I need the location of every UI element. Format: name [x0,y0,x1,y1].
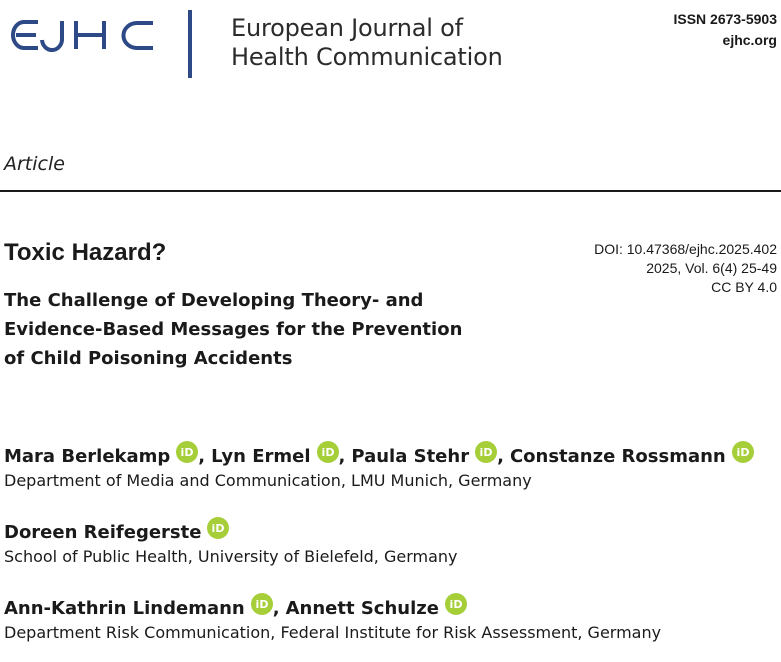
orcid-icon[interactable] [176,441,198,463]
author-name[interactable]: Mara Berlekamp [4,446,171,467]
journal-name-line1: European Journal of [231,14,463,42]
header-rule [0,190,781,192]
issn: ISSN 2673-5903 [673,11,777,27]
author-group [4,598,661,642]
article-meta [594,240,777,297]
author-name[interactable]: Doreen Reifegerste [4,522,202,543]
affiliation: School of Public Health, University of Bielefeld, Germany [4,547,458,566]
authors-line: Ann-Kathrin Lindemann iD , Annett Schulze iD [4,598,661,619]
doi-link[interactable]: DOI: 10.47368/ejhc.2025.402 [594,241,777,257]
svg-text:iD: iD [180,445,194,459]
affiliation: Department of Media and Communication, LMU Munich, Germany [4,471,532,490]
authors-line: Mara Berlekamp iD , Lyn Ermel iD , Paula Stehr iD , Constanze Rossmann iD [4,446,754,467]
journal-name-line2: Health Communication [231,43,503,71]
volume-info: 2025, Vol. 6(4) 25-49 [646,260,777,276]
article-title: Toxic Hazard? [4,239,167,266]
orcid-icon[interactable] [207,517,229,539]
author-name[interactable]: Annett Schulze [285,598,439,619]
svg-text:iD: iD [449,597,463,611]
author-name[interactable]: Paula Stehr [351,446,470,467]
svg-text:iD: iD [479,445,493,459]
svg-text:iD: iD [255,597,269,611]
affiliation: Department Risk Communication, Federal Institute for Risk Assessment, Germany [4,623,662,642]
subtitle-line: of Child Poisoning Accidents [4,348,293,369]
author-name[interactable]: Lyn Ermel [211,446,311,467]
svg-text:iD: iD [736,445,750,459]
ejhc-logo [10,18,156,52]
orcid-icon[interactable] [475,441,497,463]
issn-block [673,9,777,51]
journal-name [231,14,503,72]
header-divider [188,10,192,78]
journal-site-link[interactable]: ejhc.org [722,32,777,48]
svg-text:iD: iD [212,521,225,535]
author-name[interactable]: Ann-Kathrin Lindemann [4,598,245,619]
orcid-icon[interactable] [732,441,754,463]
orcid-icon[interactable] [251,593,273,615]
orcid-icon[interactable] [445,593,467,615]
license-link[interactable]: CC BY 4.0 [711,279,777,295]
orcid-icon[interactable] [317,441,339,463]
subtitle-line: Evidence-Based Messages for the Prevention [4,319,463,340]
authors-line [4,522,458,543]
author-group [4,446,754,490]
author-name[interactable]: Constanze Rossmann [509,446,726,467]
article-type: Article [4,153,65,175]
article-subtitle [4,286,474,373]
author-group [4,522,458,566]
subtitle-line: The Challenge of Developing Theory- and [4,290,424,311]
svg-text:iD: iD [321,445,334,459]
